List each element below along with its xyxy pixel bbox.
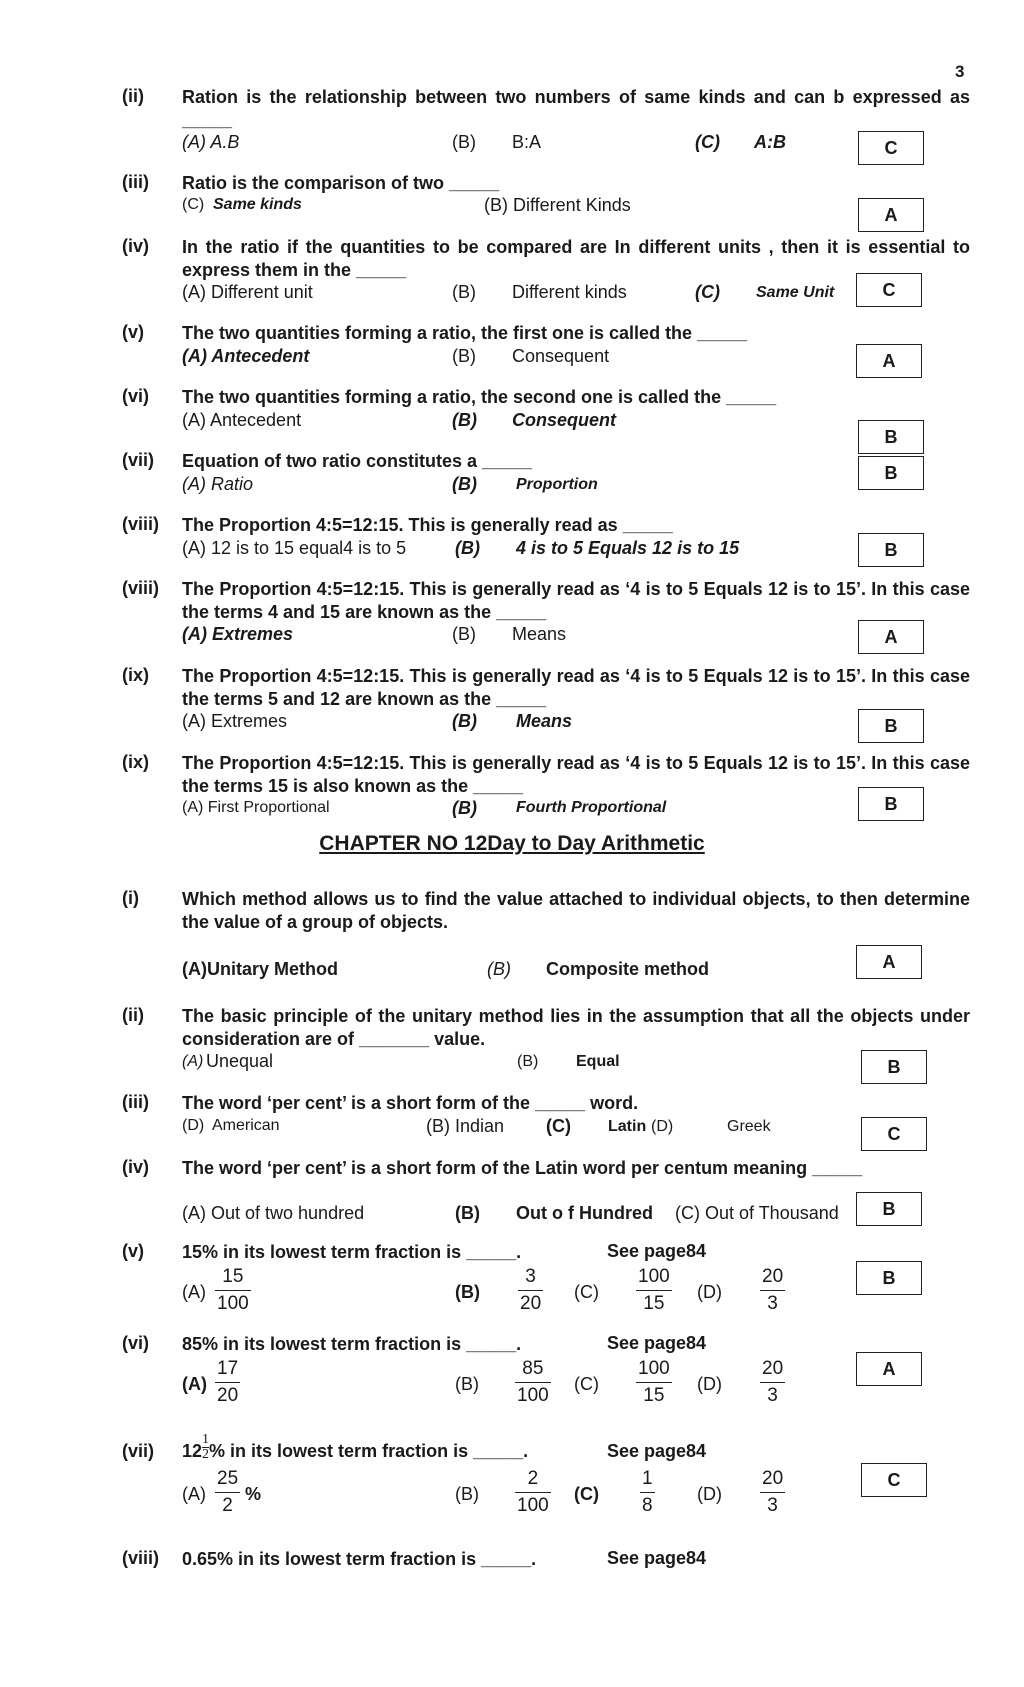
option-b: Consequent xyxy=(512,346,610,366)
option-c-letter: (C) xyxy=(574,1374,599,1394)
option-c-fraction: 100 15 xyxy=(638,1266,670,1314)
option-a-fraction: 17 20 xyxy=(217,1358,239,1406)
option-c: Latin xyxy=(608,1118,647,1135)
question-number: (viii) xyxy=(122,578,160,598)
option-b: Means xyxy=(516,711,573,731)
option-b-letter: (B) xyxy=(455,1484,479,1504)
option-a: American xyxy=(212,1117,280,1134)
option-d-letter: (D) xyxy=(697,1282,722,1302)
option-b-letter: (B) xyxy=(455,1203,480,1223)
option-a-percent: % xyxy=(245,1484,262,1504)
question-text: The two quantities forming a ratio, the first one is called the _____ xyxy=(182,323,748,343)
answer-box: C xyxy=(858,131,924,165)
question-text: 15% in its lowest term fraction is _____. xyxy=(182,1242,522,1262)
option-a: (A) Ratio xyxy=(182,474,254,494)
option-d-fraction: 20 3 xyxy=(762,1266,784,1314)
answer-box: B xyxy=(856,1192,922,1226)
option-a-letter: (A) xyxy=(182,1053,204,1070)
question-number: (v) xyxy=(122,1241,144,1261)
option-a-letter: (A) xyxy=(182,1484,206,1504)
option-c-letter: (C) xyxy=(695,132,720,152)
question-text: The word ‘per cent’ is a short form of the _____ word. xyxy=(182,1093,639,1113)
option-b-letter: (B) xyxy=(455,1374,479,1394)
answer-box: A xyxy=(858,198,924,232)
answer-box: B xyxy=(858,709,924,743)
question-text: The basic principle of the unitary method lies in the assumption that all the objects under consideration are of _______ value. xyxy=(182,1006,970,1049)
answer-box: C xyxy=(861,1117,927,1151)
option-a: Unequal xyxy=(206,1051,274,1071)
option-b-letter: (B) xyxy=(452,410,477,430)
mixed-fraction: 1 2 xyxy=(202,1431,210,1462)
option-a-fraction: 15 100 xyxy=(217,1266,249,1314)
option-b: Consequent xyxy=(512,410,617,430)
option-b: Equal xyxy=(576,1053,620,1070)
option-c-letter: (C) xyxy=(574,1484,599,1504)
question-number: (i) xyxy=(122,888,139,908)
option-a-letter: (C) xyxy=(182,196,205,213)
option-c: A:B xyxy=(754,132,786,152)
question-text: Which method allows us to find the value attached to individual objects, to then determine the value of a group of objects. xyxy=(182,889,970,932)
option-a: (A) Antecedent xyxy=(182,410,302,430)
option-c-letter: (C) xyxy=(546,1116,571,1136)
option-b-fraction: 2 100 xyxy=(517,1468,549,1516)
question-text: The Proportion 4:5=12:15. This is generally read as ‘4 is to 5 Equals 12 is to 15’. In this case the terms 15 is also known as the _____ xyxy=(182,753,970,796)
option-d-fraction: 20 3 xyxy=(762,1358,784,1406)
question-number: (iii) xyxy=(122,1092,149,1112)
option-b-letter: (B) xyxy=(452,711,477,731)
answer-box: B xyxy=(858,420,924,454)
option-a: (A) Different unit xyxy=(182,282,313,302)
option-b: Different kinds xyxy=(512,282,627,302)
option-b: (B) Different Kinds xyxy=(484,195,631,215)
see-page: See page84 xyxy=(607,1441,707,1461)
option-b-fraction: 3 20 xyxy=(520,1266,542,1314)
option-b-letter: (B) xyxy=(452,474,477,494)
answer-box: C xyxy=(856,273,922,307)
option-b: Proportion xyxy=(516,476,598,493)
option-d-fraction: 20 3 xyxy=(762,1468,784,1516)
question-text: The Proportion 4:5=12:15. This is generally read as _____ xyxy=(182,515,673,535)
option-a-fraction: 25 2 xyxy=(217,1468,239,1516)
answer-box: B xyxy=(858,533,924,567)
option-d-letter: (D) xyxy=(697,1484,722,1504)
option-b: Out o f Hundred xyxy=(516,1203,653,1223)
option-a-letter: (A) xyxy=(182,1282,206,1302)
question-text: The word ‘per cent’ is a short form of the Latin word per centum meaning _____ xyxy=(182,1158,863,1178)
question-number: (viii) xyxy=(122,514,160,534)
option-b-letter: (B) xyxy=(452,282,476,302)
see-page: See page84 xyxy=(607,1548,707,1568)
option-a: Same kinds xyxy=(213,196,302,213)
question-number: (ii) xyxy=(122,1005,144,1025)
question-text: 0.65% in its lowest term fraction is _____. xyxy=(182,1549,537,1569)
answer-box: B xyxy=(858,456,924,490)
question-number: (ii) xyxy=(122,86,144,106)
option-b-letter: (B) xyxy=(452,798,477,818)
option-b: B:A xyxy=(512,132,542,152)
page-number: 3 xyxy=(955,62,965,81)
option-b: Means xyxy=(512,624,567,644)
option-a: (A)Unitary Method xyxy=(182,959,338,979)
option-b: 4 is to 5 Equals 12 is to 15 xyxy=(516,538,740,558)
answer-box: A xyxy=(858,620,924,654)
answer-box: A xyxy=(856,945,922,979)
option-c-fraction: 1 8 xyxy=(642,1468,653,1516)
option-a: (A) Antecedent xyxy=(182,346,310,366)
option-b: Fourth Proportional xyxy=(516,799,667,816)
see-page: See page84 xyxy=(607,1241,707,1261)
option-c: Same Unit xyxy=(756,284,835,301)
option-a: (A) Out of two hundred xyxy=(182,1203,365,1223)
question-number: (vi) xyxy=(122,1333,149,1353)
option-b-letter: (B) xyxy=(452,346,476,366)
option-b-letter: (B) xyxy=(517,1053,539,1070)
question-number: (iv) xyxy=(122,1157,149,1177)
option-a: (A) First Proportional xyxy=(182,799,330,816)
option-d-letter: (D) xyxy=(651,1118,674,1135)
option-c-fraction: 100 15 xyxy=(638,1358,670,1406)
option-a-letter: (A) xyxy=(182,1374,207,1394)
answer-box: B xyxy=(861,1050,927,1084)
question-number: (v) xyxy=(122,322,144,342)
option-c-letter: (C) xyxy=(695,282,720,302)
option-a: (A) Extremes xyxy=(182,624,294,644)
option-b-letter: (B) xyxy=(487,959,511,979)
option-b-letter: (B) xyxy=(455,1282,480,1302)
option-d: Greek xyxy=(727,1118,771,1135)
answer-box: A xyxy=(856,1352,922,1386)
answer-box: B xyxy=(856,1261,922,1295)
answer-box: A xyxy=(856,344,922,378)
question-text: 85% in its lowest term fraction is _____. xyxy=(182,1334,522,1354)
option-b-letter: (B) xyxy=(452,624,476,644)
question-number: (iii) xyxy=(122,172,149,192)
question-text: In the ratio if the quantities to be compared are In different units , then it is essential to express them in the _____ xyxy=(182,237,970,280)
question-text: The two quantities forming a ratio, the second one is called the _____ xyxy=(182,387,777,407)
question-number: (vii) xyxy=(122,1441,155,1461)
question-text: The Proportion 4:5=12:15. This is generally read as ‘4 is to 5 Equals 12 is to 15’. In this case the terms 4 and 15 are known as the _____ xyxy=(182,579,970,622)
question-number: (viii) xyxy=(122,1548,160,1568)
option-b-letter: (B) xyxy=(452,132,476,152)
option-a: (A) Extremes xyxy=(182,711,288,731)
question-text: Ratio is the comparison of two _____ xyxy=(182,173,500,193)
question-number: (ix) xyxy=(122,665,149,685)
option-b-letter: (B) xyxy=(455,538,480,558)
answer-box: C xyxy=(861,1463,927,1497)
option-a-letter: (D) xyxy=(182,1117,205,1134)
question-text: Equation of two ratio constitutes a _____ xyxy=(182,451,533,471)
question-number: (vii) xyxy=(122,450,155,470)
option-a: (A) 12 is to 15 equal4 is to 5 xyxy=(182,538,407,558)
option-c-letter: (C) xyxy=(574,1282,599,1302)
option-d-letter: (D) xyxy=(697,1374,722,1394)
question-text: Ration is the relationship between two numbers of same kinds and can b expressed as _____ xyxy=(182,87,970,130)
question-number: (vi) xyxy=(122,386,149,406)
question-number: (ix) xyxy=(122,752,149,772)
option-a: (A) A.B xyxy=(182,132,240,152)
answer-box: B xyxy=(858,787,924,821)
option-b: Composite method xyxy=(546,959,710,979)
option-b-fraction: 85 100 xyxy=(517,1358,549,1406)
see-page: See page84 xyxy=(607,1333,707,1353)
option-c: (C) Out of Thousand xyxy=(675,1203,839,1223)
question-text: 12 1 2 % in its lowest term fraction is _____. xyxy=(182,1431,529,1462)
chapter-title: CHAPTER NO 12Day to Day Arithmetic xyxy=(319,832,705,855)
question-number: (iv) xyxy=(122,236,149,256)
question-text: The Proportion 4:5=12:15. This is generally read as ‘4 is to 5 Equals 12 is to 15’. In this case the terms 5 and 12 are known as the _____ xyxy=(182,666,970,709)
option-b: (B) Indian xyxy=(426,1116,505,1136)
